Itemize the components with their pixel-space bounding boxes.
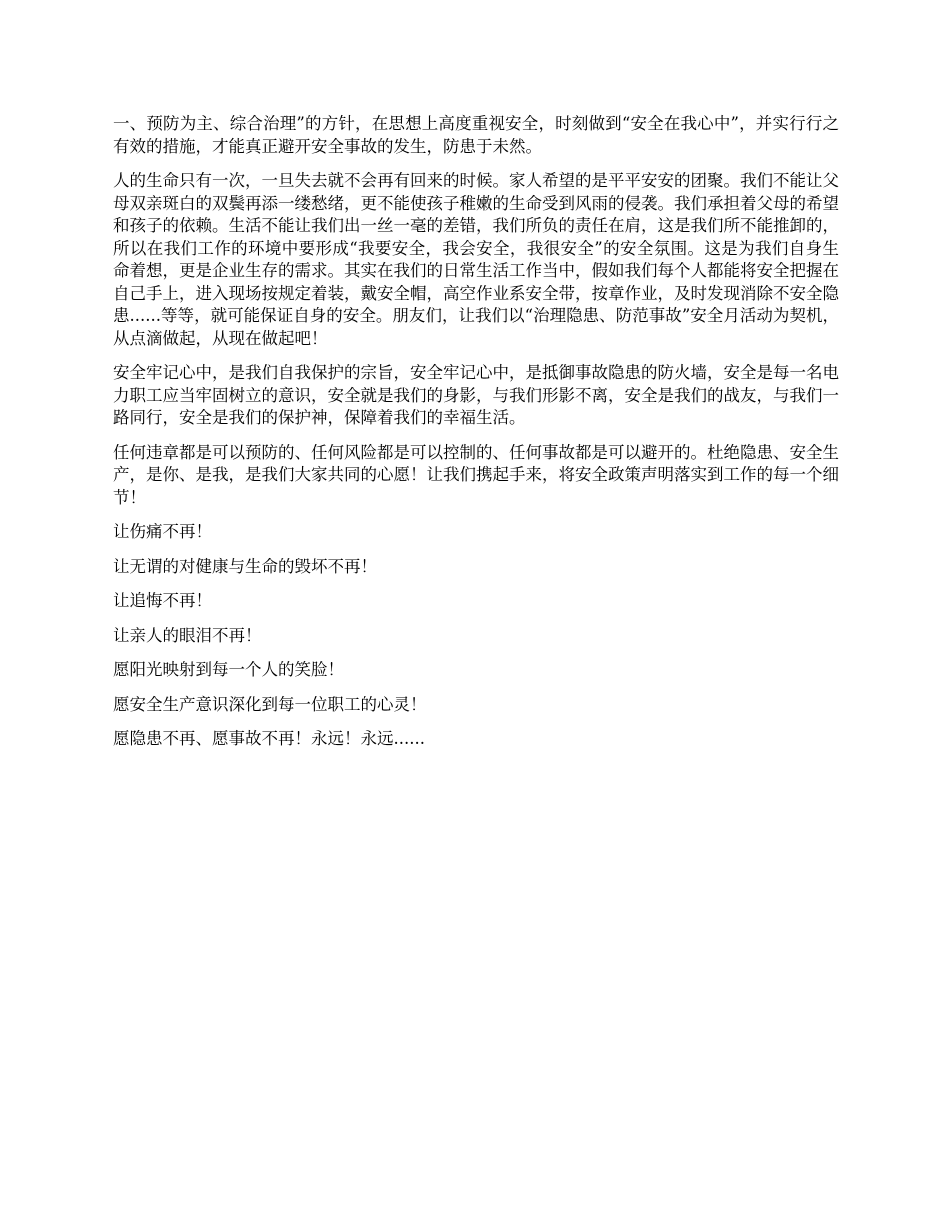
slogan-line: 愿安全生产意识深化到每一位职工的心灵！	[113, 694, 427, 714]
paragraph-safety-in-heart: 安全牢记心中，是我们自我保护的宗旨，安全牢记心中，是抵御事故隐患的防火墙，安全是每一名电力职工应当牢固树立的意识，安全就是我们的身影，与我们形影不离，安全是我们的战友，与我们一路同行，安全是我们的保护神，保障着我们的幸福生活。	[113, 363, 839, 427]
paragraph-intro: 一、预防为主、综合治理”的方针，在思想上高度重视安全，时刻做到“安全在我心中”，并实行行之有效的措施，才能真正避开安全事故的发生，防患于未然。	[113, 114, 839, 156]
slogan-line: 让伤痛不再！	[113, 522, 212, 541]
slogan-line: 愿阳光映射到每一个人的笑脸！	[113, 660, 344, 679]
slogan-line: 让无谓的对健康与生命的毁坏不再！	[113, 556, 377, 576]
paragraph-life: 人的生命只有一次，一旦失去就不会再有回来的时候。家人希望的是平平安安的团聚。我们不能让父母双亲斑白的双鬓再添一缕愁绪，更不能使孩子稚嫩的生命受到风雨的侵袭。我们承担着父母的希望和孩子的依赖。生活不能让我们出一丝一毫的差错，我们所负的责任在肩，这是我们所不能推卸的，所以在我们工作的环境中要形成“我要安全，我会安全，我很安全”的安全氛围。这是为我们自身生命着想，更是企业生存的需求。其实在我们的日常生活工作当中，假如我们每个人都能将安全把握在自己手上，进入现场按规定着装，戴安全帽，高空作业系安全带，按章作业，及时发现消除不安全隐患......等等，就可能保证自身的安全。朋友们，让我们以“治理隐患、防范事故”安全月活动为契机，从点滴做起，从现在做起吧！	[113, 171, 839, 348]
slogan-line: 让亲人的眼泪不再！	[113, 625, 262, 645]
paragraph-prevention: 任何违章都是可以预防的、任何风险都是可以控制的、任何事故都是可以避开的。杜绝隐患、安全生产，是你、是我，是我们大家共同的心愿！让我们携起手来，将安全政策声明落实到工作的每一个细节！	[113, 442, 839, 507]
slogan-line: 让追悔不再！	[113, 591, 212, 610]
slogan-line: 愿隐患不再、愿事故不再！永远！永远......	[113, 729, 425, 748]
document-body	[113, 113, 839, 763]
